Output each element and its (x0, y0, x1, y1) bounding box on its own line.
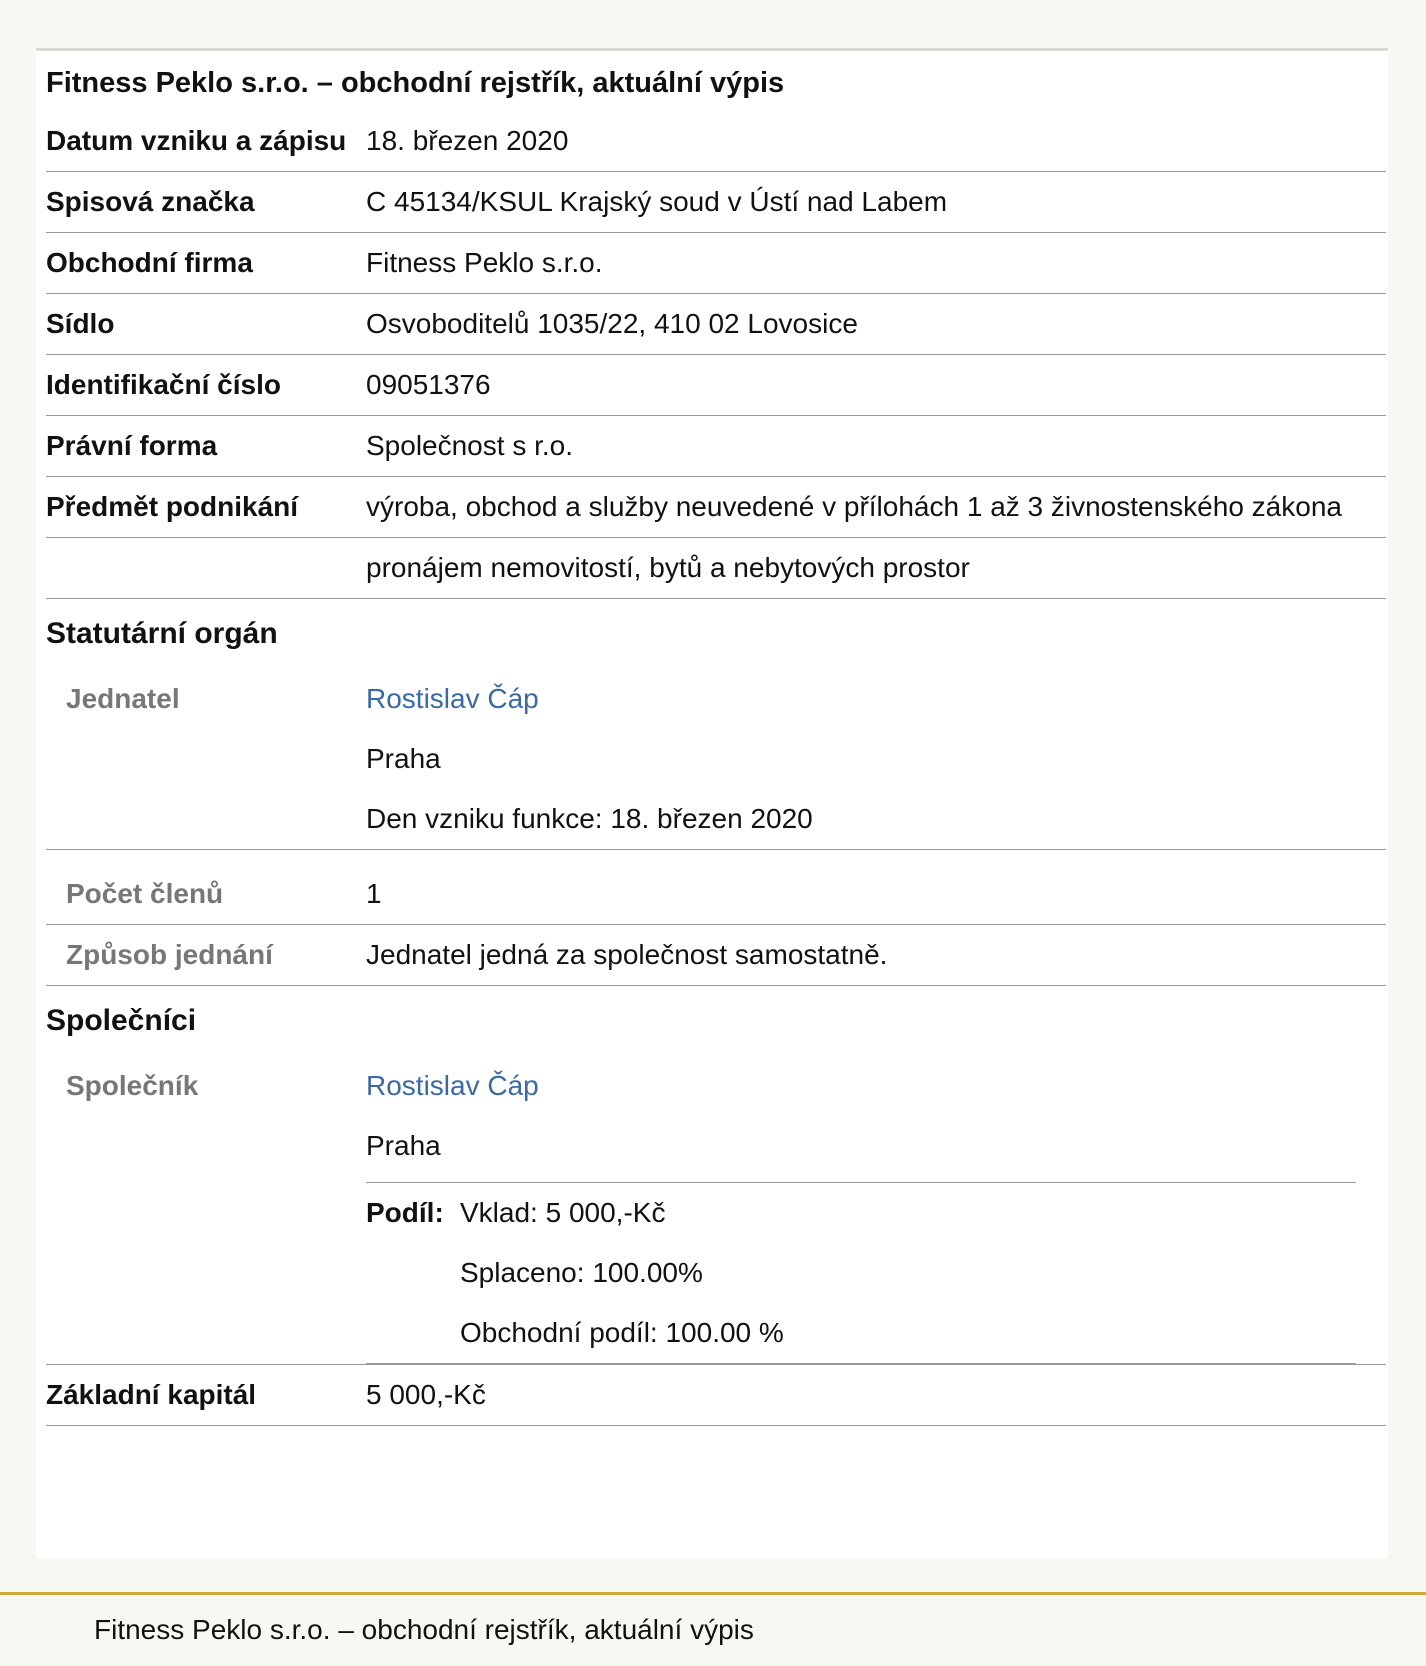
jednatel-details (366, 669, 1386, 850)
vklad-value: Vklad: 5 000,-Kč (460, 1197, 666, 1228)
row-value: Fitness Peklo s.r.o. (366, 233, 1386, 294)
row-label: Předmět podnikání (46, 477, 366, 538)
obchodni-podil-value: Obchodní podíl: 100.00 % (460, 1317, 784, 1348)
spolecnik-label: Společník (46, 1056, 366, 1365)
table-row (46, 172, 1386, 233)
section-row (46, 599, 1386, 670)
table-row (46, 1056, 1386, 1365)
jednatel-label: Jednatel (46, 669, 366, 850)
zpusob-value: Jednatel jedná za společnost samostatně. (366, 925, 1386, 986)
table-row (46, 477, 1386, 538)
footer-accent-line (0, 1592, 1426, 1595)
zpusob-label: Způsob jednání (46, 925, 366, 986)
jednatel-since: Den vzniku funkce: 18. březen 2020 (366, 803, 813, 834)
row-value: pronájem nemovitostí, bytů a nebytových prostor (366, 538, 1386, 599)
podil-label: Podíl: (366, 1183, 460, 1364)
section-heading-statutarni: Statutární orgán (46, 617, 278, 650)
register-card (36, 48, 1388, 1558)
section-heading-spolecnici: Společníci (46, 1004, 197, 1037)
table-row (46, 294, 1386, 355)
spolecnik-details (366, 1056, 1386, 1365)
kapital-label: Základní kapitál (46, 1365, 366, 1426)
page-title: Fitness Peklo s.r.o. – obchodní rejstřík, aktuální výpis (46, 67, 785, 99)
podil-table (366, 1182, 1356, 1364)
row-label-empty (46, 538, 366, 599)
spacer-row (46, 850, 1386, 865)
row-value: Společnost s r.o. (366, 416, 1386, 477)
row-label: Datum vzniku a zápisu (46, 111, 366, 172)
table-row (46, 925, 1386, 986)
podil-row (366, 1183, 1356, 1364)
row-value: výroba, obchod a služby neuvedené v přílohách 1 až 3 živnostenského zákona (366, 477, 1386, 538)
spolecnik-city: Praha (366, 1130, 441, 1161)
pocet-value: 1 (366, 864, 1386, 925)
spolecnik-name-link[interactable]: Rostislav Čáp (366, 1070, 539, 1101)
row-value: C 45134/KSUL Krajský soud v Ústí nad Labem (366, 172, 1386, 233)
row-label: Sídlo (46, 294, 366, 355)
section-row (46, 986, 1386, 1057)
row-label: Obchodní firma (46, 233, 366, 294)
jednatel-city: Praha (366, 743, 441, 774)
jednatel-name-link[interactable]: Rostislav Čáp (366, 683, 539, 714)
splaceno-value: Splaceno: 100.00% (460, 1257, 703, 1288)
table-row (46, 538, 1386, 599)
kapital-value: 5 000,-Kč (366, 1365, 1386, 1426)
pocet-label: Počet členů (46, 864, 366, 925)
table-row (46, 864, 1386, 925)
register-table (46, 111, 1386, 1426)
row-value: 18. březen 2020 (366, 111, 1386, 172)
row-value: Osvoboditelů 1035/22, 410 02 Lovosice (366, 294, 1386, 355)
row-value: 09051376 (366, 355, 1386, 416)
table-row (46, 111, 1386, 172)
table-row (46, 669, 1386, 850)
table-row (46, 416, 1386, 477)
row-label: Identifikační číslo (46, 355, 366, 416)
podil-values (460, 1183, 1356, 1364)
table-row (46, 355, 1386, 416)
table-row (46, 1365, 1386, 1426)
footer-title: Fitness Peklo s.r.o. – obchodní rejstřík, aktuální výpis (94, 1614, 754, 1645)
row-label: Právní forma (46, 416, 366, 477)
table-row (46, 233, 1386, 294)
row-label: Spisová značka (46, 172, 366, 233)
